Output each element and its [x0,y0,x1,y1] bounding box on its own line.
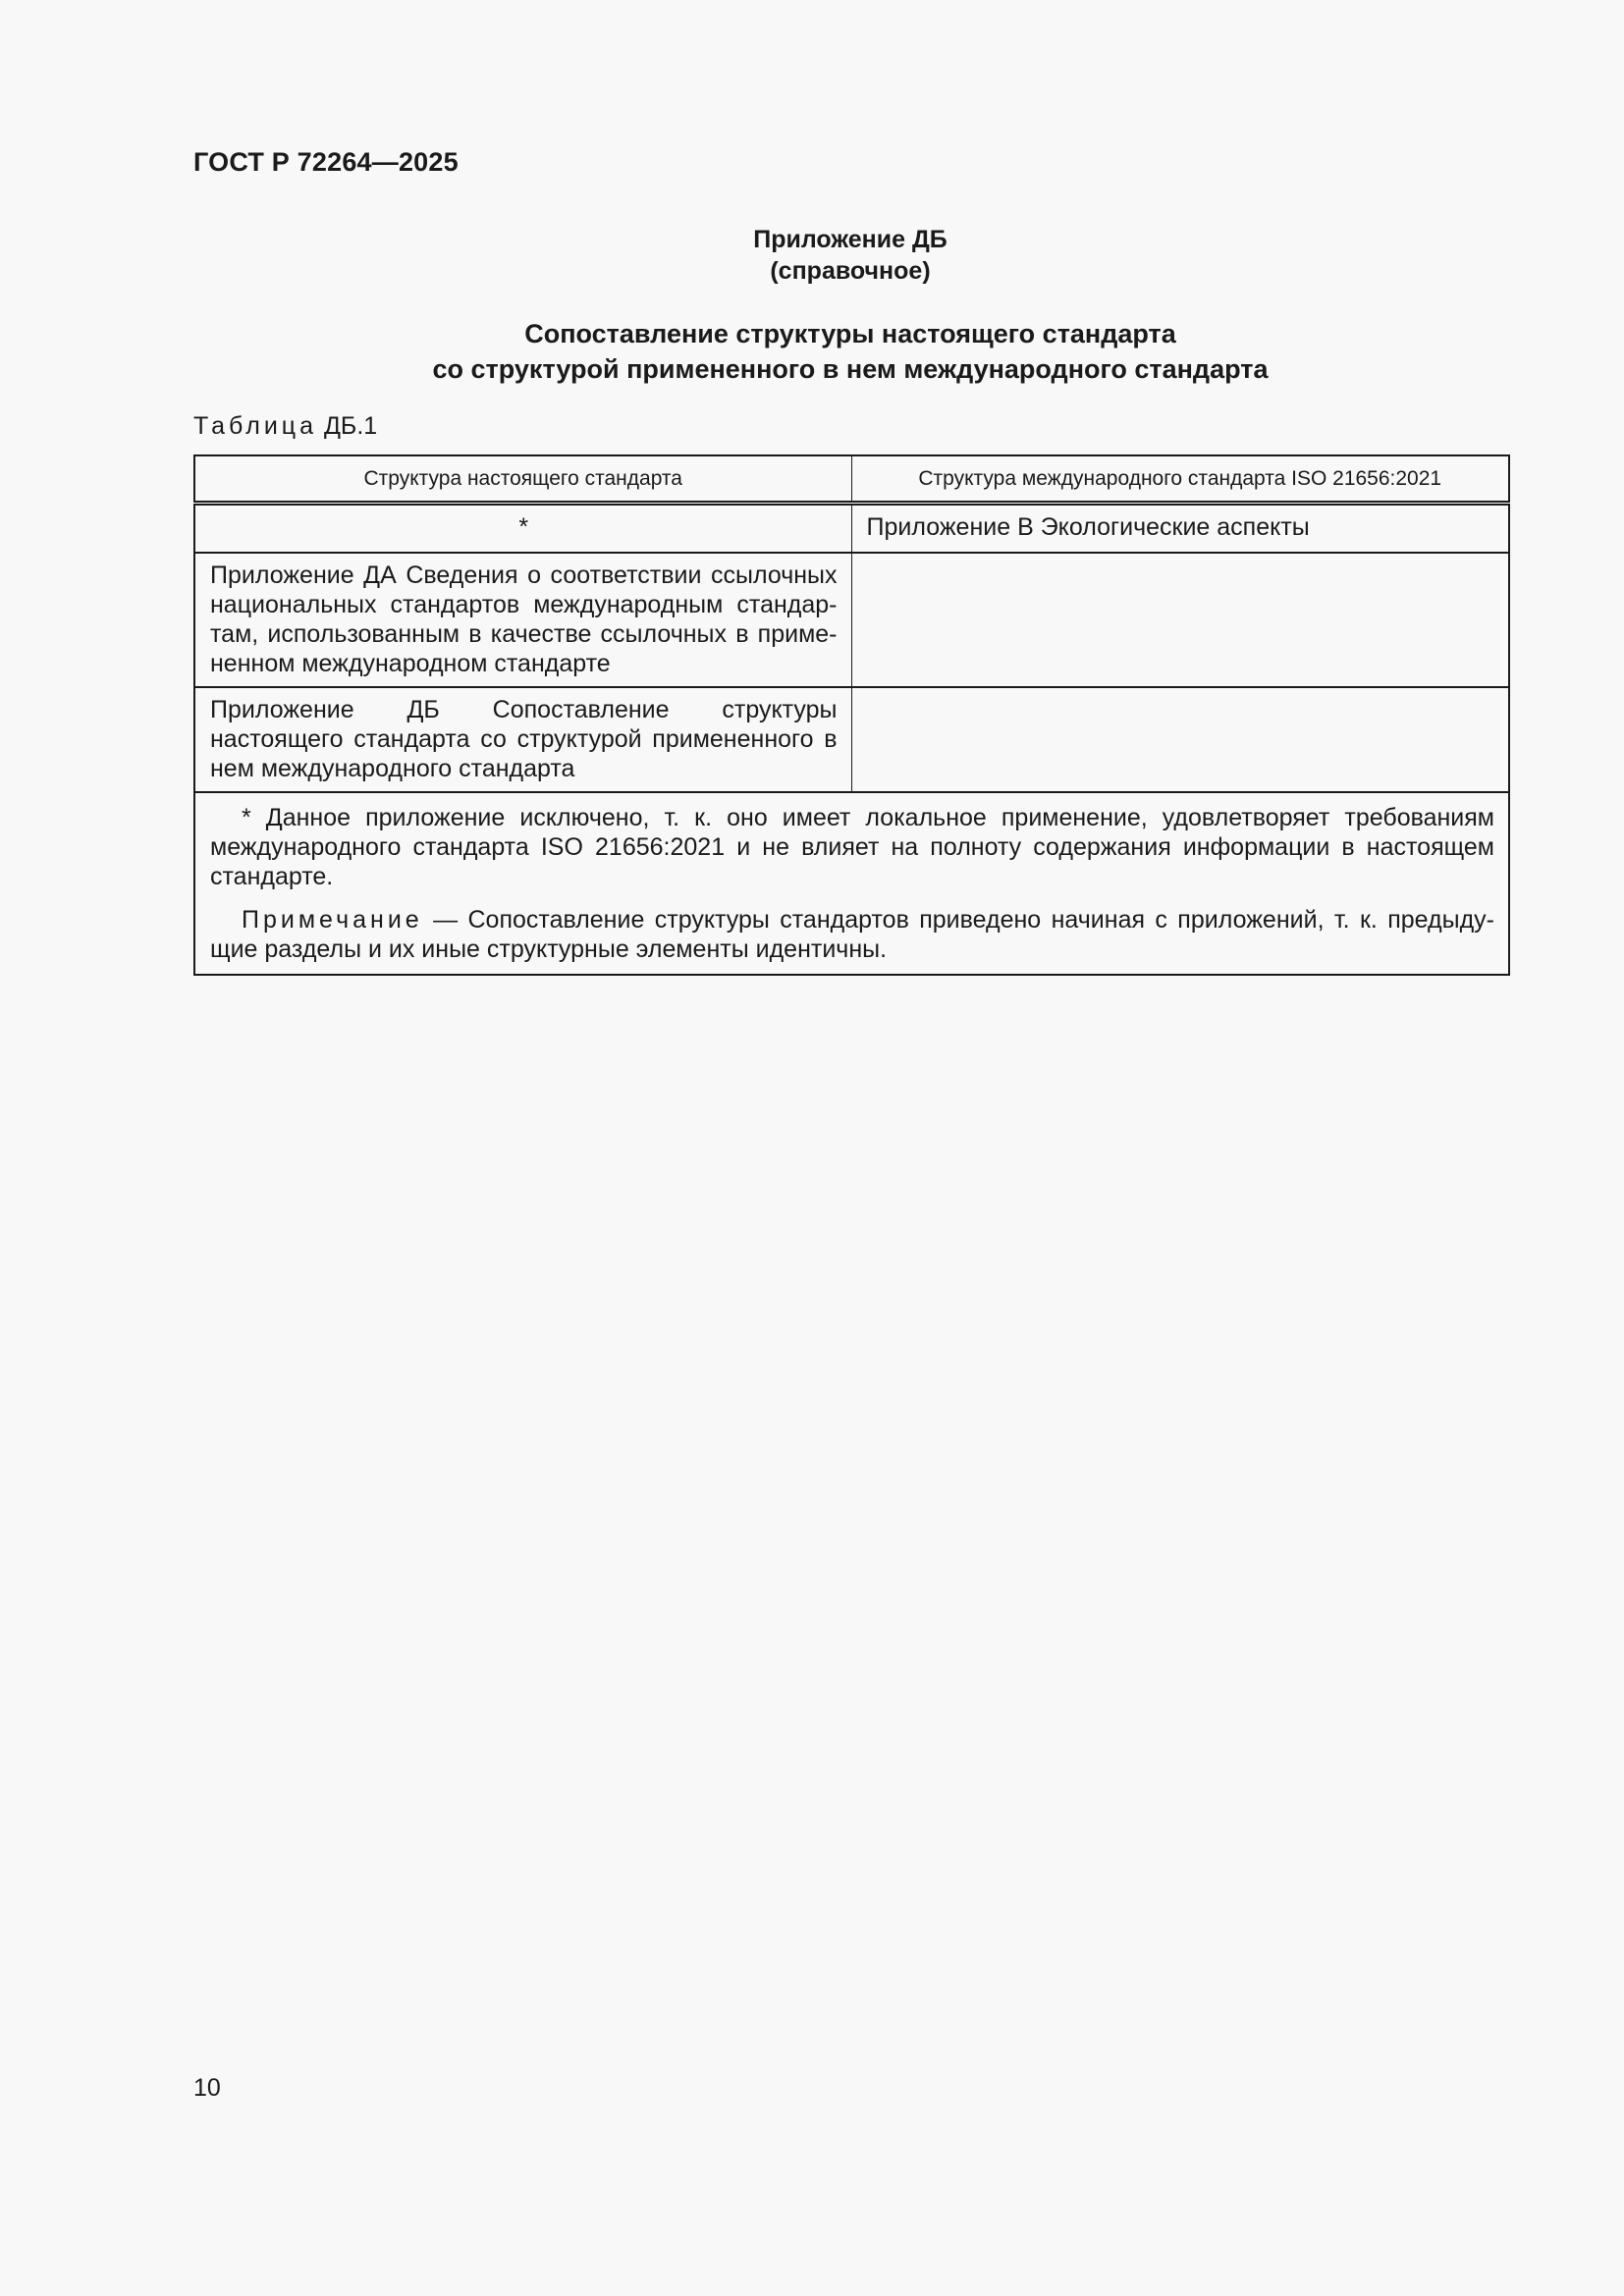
section-title-line-2: со структурой примененного в нем международного стандарта [432,354,1269,384]
table-cell: Приложение ДБ Сопоставление структуры настоящего стандарта со структурой примененного в нем международного стандарта [194,687,851,792]
table-header-cell: Структура настоящего стандарта [194,455,851,504]
document-code: ГОСТ Р 72264—2025 [193,147,459,177]
table-note [210,905,1494,964]
table-row [194,504,1509,554]
table-header-cell: Структура международного стандарта ISO 21656:2021 [851,455,1509,504]
table-cell: Приложение ДА Сведения о соответствии ссылочных национальных стандартов международным стандартам, использованным в качестве ссылочных в примененном международном стандарте [194,553,851,687]
section-title-line-1: Сопоставление структуры настоящего стандарта [524,319,1176,348]
table-caption-label: Таблица [193,412,318,440]
table-note-text: — Сопоставление структуры стандартов приведено начиная с приложений, т. к. предыдущие разделы и их иные структурные элементы идентичны. [210,906,1494,963]
annex-heading [193,224,1507,287]
table-header-row [194,455,1509,504]
table-caption [193,412,377,441]
table-note-label: Примечание [242,906,423,934]
table-footer-row [194,792,1509,975]
table-footnote: * Данное приложение исключено, т. к. оно имеет локальное применение, удовлетворяет требованиям международного стандарта ISO 21656:2021 и не влияет на полноту содержания информации в настоящем стандарте. [210,804,1494,890]
table-cell: * [194,504,851,554]
table-row [194,553,1509,687]
table-cell [851,553,1509,687]
table-cell: Приложение В Экологические аспекты [851,504,1509,554]
annex-title: Приложение ДБ [753,226,947,253]
table-row [194,687,1509,792]
structure-comparison-table [193,454,1510,976]
annex-subtitle: (справочное) [770,257,931,285]
page-number: 10 [193,2074,221,2102]
table-caption-number: ДБ.1 [323,412,378,440]
section-title [193,316,1507,387]
table-footer-cell [194,792,1509,975]
table-cell [851,687,1509,792]
